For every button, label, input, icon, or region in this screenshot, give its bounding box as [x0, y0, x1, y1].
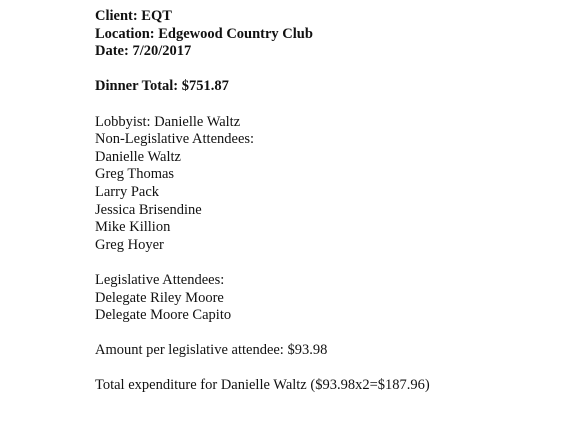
non-legislative-attendee: Larry Pack	[95, 183, 160, 200]
location-line: Location: Edgewood Country Club	[95, 25, 313, 42]
lobbyist-line: Lobbyist: Danielle Waltz	[95, 113, 241, 130]
non-legislative-attendee: Jessica Brisendine	[95, 201, 202, 218]
amount-per-attendee-line: Amount per legislative attendee: $93.98	[95, 342, 328, 359]
spacer	[95, 61, 575, 79]
spacer	[95, 254, 575, 272]
spacer	[95, 360, 575, 378]
total-expenditure-line: Total expenditure for Danielle Waltz ($93.98x2=$187.96)	[95, 377, 430, 394]
non-legislative-attendee: Mike Killion	[95, 219, 171, 236]
expense-document	[95, 8, 575, 395]
spacer	[95, 96, 575, 114]
non-legislative-attendee: Greg Hoyer	[95, 236, 164, 253]
legislative-attendee: Delegate Moore Capito	[95, 307, 232, 324]
non-legislative-attendee: Greg Thomas	[95, 166, 175, 183]
date-line: Date: 7/20/2017	[95, 43, 192, 60]
legislative-attendee: Delegate Riley Moore	[95, 289, 224, 306]
non-legislative-attendee: Danielle Waltz	[95, 148, 181, 165]
non-legislative-heading: Non-Legislative Attendees:	[95, 131, 255, 148]
legislative-heading: Legislative Attendees:	[95, 271, 225, 288]
spacer	[95, 325, 575, 343]
client-line: Client: EQT	[95, 8, 172, 24]
dinner-total-line: Dinner Total: $751.87	[95, 78, 229, 95]
